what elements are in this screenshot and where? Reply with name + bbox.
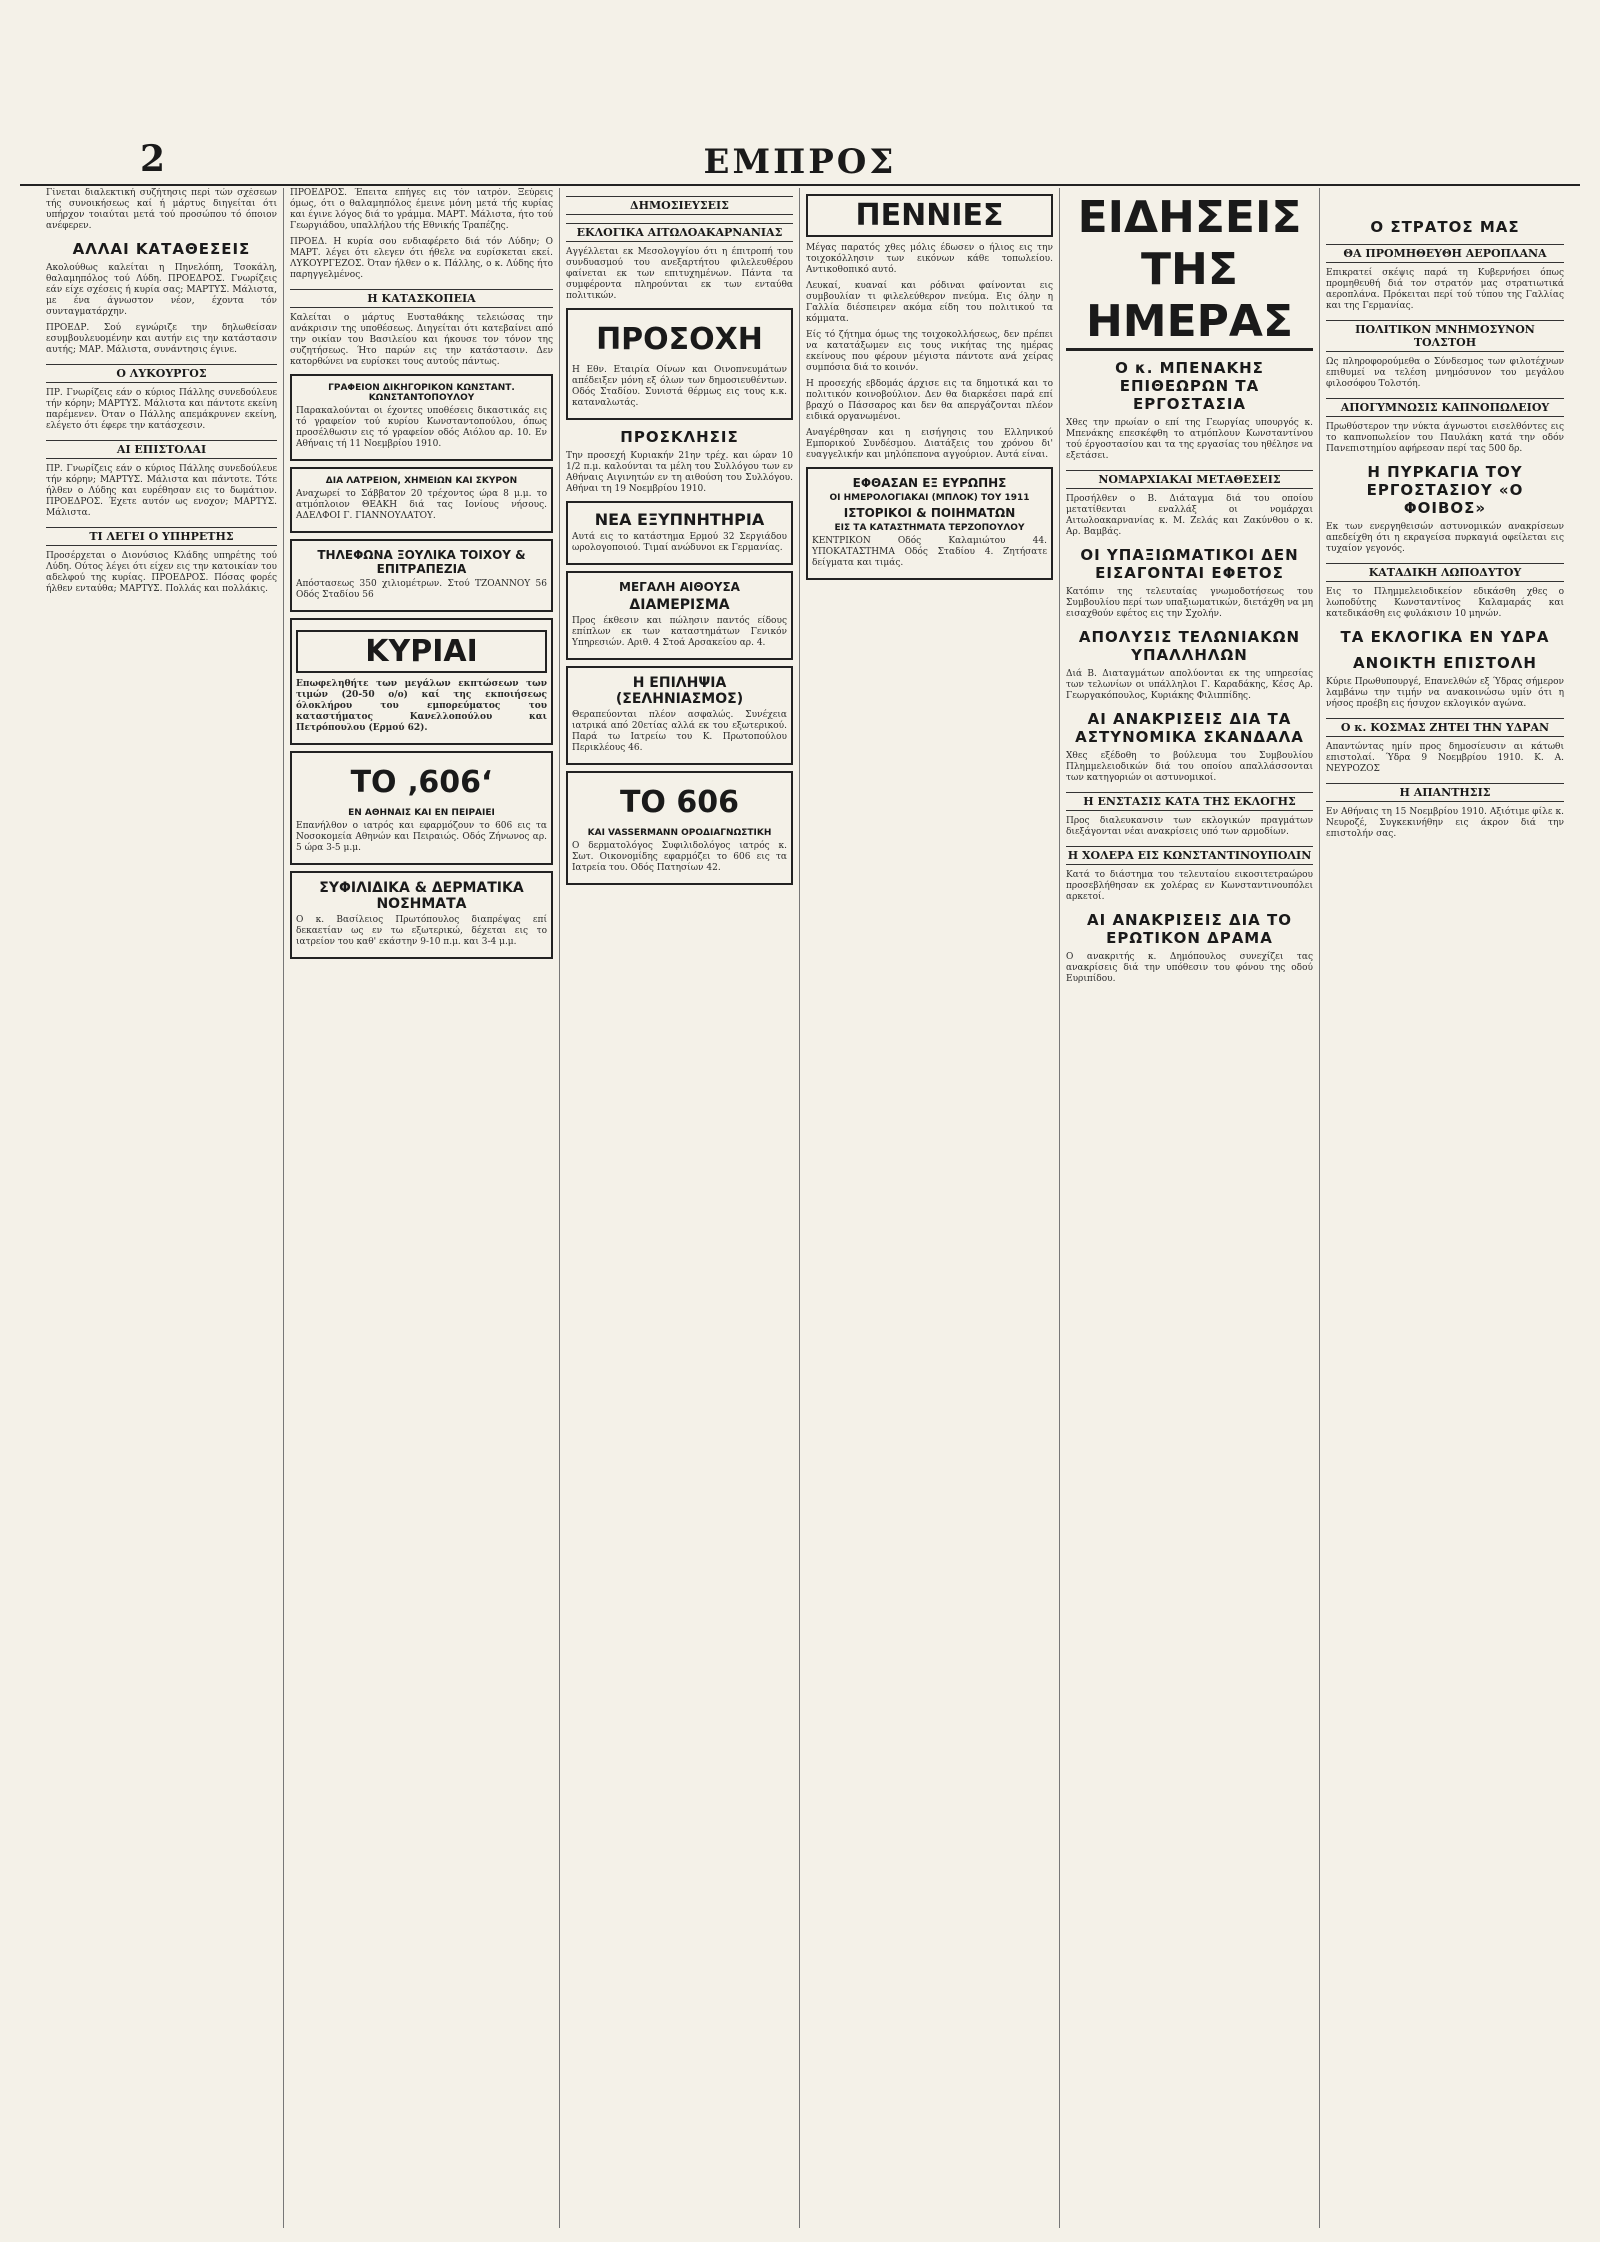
article-text: Χθες εξέδοθη το βούλευμα του Συμβουλίου Πλημμελειοδικών διά του οποίου απαλλάσσονται των κατηγοριών οι αστυνομικοί. — [1066, 751, 1313, 783]
section-heading: Ο κ. ΚΟΣΜΑΣ ΖΗΤΕΙ ΤΗΝ ΥΔΡΑΝ — [1326, 718, 1564, 737]
advertisement — [806, 467, 1053, 580]
column-5 — [1060, 188, 1320, 2228]
section-heading: ΑΠΟΛΥΣΙΣ ΤΕΛΩΝΙΑΚΩΝ ΥΠΑΛΛΗΛΩΝ — [1078, 628, 1301, 664]
section-heading: ΑΙ ΑΝΑΚΡΙΣΕΙΣ ΔΙΑ ΤΟ ΕΡΩΤΙΚΟΝ ΔΡΑΜΑ — [1087, 911, 1292, 947]
section-heading: Η ΕΝΣΤΑΣΙΣ ΚΑΤΑ ΤΗΣ ΕΚΛΟΓΗΣ — [1066, 792, 1313, 811]
section-heading: ΝΟΜΑΡΧΙΑΚΑΙ ΜΕΤΑΘΕΣΕΙΣ — [1066, 470, 1313, 489]
ad-text: Αυτά εις το κατάστημα Ερμού 32 Σεργιάδου ωρολογοποιού. Τιμαί ανώδυνοι εκ Γερμανίας. — [572, 532, 787, 553]
ad-subtitle: ΟΙ ΗΜΕΡΟΛΟΓΙΑΚΑΙ (ΜΠΛΟΚ) ΤΟΥ 1911 — [829, 493, 1030, 503]
article-text: Αναγέρθησαν και η εισήγησις του Ελληνικού Εμπορικού Συνδέσμου. Διατάξεις του χρόνου δι' ευαγγελικήν και μηλόπεπονα αγγούριον. Αυτά είναι. — [806, 428, 1053, 460]
article-text: Εν Αθήναις τη 15 Νοεμβρίου 1910. Αξιότιμε φίλε κ. Νευροζέ, Συγκεκινήθην εις άκρον διά την επιστολήν σας. — [1326, 807, 1564, 839]
ad-text: Επανήλθον ο ιατρός και εφαρμόζουν το 606 εις τα Νοσοκομεία Αθηνών και Πειραιώς. Οδός Ζήνωνος αρ. 5 ώρα 3-5 μ.μ. — [296, 821, 547, 853]
article-text: Χθες την πρωίαν ο επί της Γεωργίας υπουργός κ. Μπενάκης επεσκέφθη το ατμόπλουν Κωνσταντίνου τού έργοστασίου και τα της εργασίας του ηθέλησε να εξετάσει. — [1066, 418, 1313, 461]
ad-title: ΜΕΓΑΛΗ ΑΙΘΟΥΣΑ — [619, 580, 740, 594]
ad-title: ΤΗΛΕΦΩΝΑ ΞΟΥΛΙΚΑ ΤΟΙΧΟΥ & ΕΠΙΤΡΑΠΕΖΙΑ — [317, 548, 526, 576]
advertisement — [566, 571, 793, 660]
article-text: Είς τό ζήτημα όμως της τοιχοκολλήσεως, δεν πρέπει να κατατάξωμεν εις τους νικήτας της ημέρας εκείνους που φέρουν μέγιστα πάντοτε ανά χείρας συμπόσια διά το κοινόν. — [806, 330, 1053, 373]
section-heading: Ο ΛΥΚΟΥΡΓΟΣ — [46, 364, 277, 383]
article-text: Η προσεχής εβδομάς άρχισε εις τα δημοτικά και το πολιτικόν κοινοβούλιον. Δεν θα διαρκέσει παρά επί βραχύ ο Πάσσαρος και δεν θα απεργάζονται πλέον ειδικά οργανωμένοι. — [806, 379, 1053, 422]
ad-title: ΣΥΦΙΛΙΔΙΚΑ & ΔΕΡΜΑΤΙΚΑ ΝΟΣΗΜΑΤΑ — [319, 880, 524, 912]
section-heading: Η ΑΠΑΝΤΗΣΙΣ — [1326, 783, 1564, 802]
article-text: Κατόπιν της τελευταίας γνωμοδοτήσεως του Συμβουλίου περί των υπαξιωματικών, διετάχθη να μη εισαχθούν εφέτος εις την Σχολήν. — [1066, 587, 1313, 619]
section-heading: ΤΑ ΕΚΛΟΓΙΚΑ ΕΝ ΥΔΡΑ — [1340, 628, 1550, 646]
advertisement — [290, 467, 553, 533]
section-heading: ΑΠΟΓΥΜΝΩΣΙΣ ΚΑΠΝΟΠΩΛΕΙΟΥ — [1326, 398, 1564, 417]
newspaper-title: ΕΜΠΡΟΣ — [703, 142, 897, 182]
ad-text: Ο κ. Βασίλειος Πρωτόπουλος διαπρέψας επί δεκαετίαν ως εν τω εξωτερικώ, δέχεται εις το ιατρείον του καθ' εκάστην 9-10 π.μ. και 3-4 μ.μ. — [296, 915, 547, 947]
section-heading: ΑΙ ΑΝΑΚΡΙΣΕΙΣ ΔΙΑ ΤΑ ΑΣΤΥΝΟΜΙΚΑ ΣΚΑΝΔΑΛΑ — [1075, 710, 1304, 746]
ad-title: Η ΕΠΙΛΗΨΙΑ (ΣΕΛΗΝΙΑΣΜΟΣ) — [615, 675, 744, 707]
ad-text: Αναχωρεί το Σάββατον 20 τρέχοντος ώρα 8 μ.μ. το ατμόπλοιον ΘΕΑΚΗ διά τας Ιονίους νήσους. ΑΔΕΛΦΟΙ Γ. ΓΙΑΝΝΟΥΛΑΤΟΥ. — [296, 489, 547, 521]
ad-title: ΤΟ 606 — [619, 785, 740, 820]
ad-subtitle: ΔΙΑΜΕΡΙΣΜΑ — [629, 597, 730, 613]
masthead — [20, 138, 1580, 186]
article-text: Επικρατεί σκέψις παρά τη Κυβερνήσει όπως προμηθευθή διά τον στρατόν μας στρατιωτικά αεροπλάνα. Πρόκειται περί τού τύπου της Γαλλίας και της Γερμανίας. — [1326, 268, 1564, 311]
section-heading: ΠΟΛΙΤΙΚΟΝ ΜΝΗΜΟΣΥΝΟΝ ΤΟΛΣΤΟΗ — [1326, 320, 1564, 352]
ad-title: ΝΕΑ ΕΞΥΠΝΗΤΗΡΙΑ — [594, 510, 765, 529]
ad-subtitle: ΕΝ ΑΘΗΝΑΙΣ ΚΑΙ ΕΝ ΠΕΙΡΑΙΕΙ — [348, 808, 495, 818]
section-heading: ΕΚΛΟΓΙΚΑ ΑΙΤΩΛΟΑΚΑΡΝΑΝΙΑΣ — [566, 223, 793, 242]
section-heading: Η ΚΑΤΑΣΚΟΠΕΙΑ — [290, 289, 553, 308]
ad-title: ΔΙΑ ΛΑΤΡΕΙΟΝ, ΧΗΜΕΙΩΝ ΚΑΙ ΣΚΥΡΟΝ — [325, 476, 518, 486]
article-text: Ως πληροφορούμεθα ο Σύνδεσμος των φιλοτέχνων επιθυμεί να τελέση μνημόσυνον του μεγάλου φιλοσόφου Τολστόη. — [1326, 357, 1564, 389]
section-heading: ΑΝΟΙΚΤΗ ΕΠΙΣΤΟΛΗ — [1353, 654, 1537, 672]
advertisement — [290, 539, 553, 612]
advertisement — [290, 871, 553, 959]
ad-subtitle: ΙΣΤΟΡΙΚΟΙ & ΠΟΙΗΜΑΤΩΝ — [843, 506, 1016, 520]
column-2 — [284, 188, 560, 2228]
section-heading: ΟΙ ΥΠΑΞΙΩΜΑΤΙΚΟΙ ΔΕΝ ΕΙΣΑΓΟΝΤΑΙ ΕΦΕΤΟΣ — [1080, 546, 1299, 582]
ad-subtitle: ΚΑΙ VASSERMANN ΟΡΟΔΙΑΓΝΩΣΤΙΚΗ — [587, 828, 772, 838]
section-heading: ΑΙ ΕΠΙΣΤΟΛΑΙ — [46, 440, 277, 459]
ad-text: Απόστασεως 350 χιλιομέτρων. Στού ΤΖΟΑΝΝΟΥ 56 Οδός Σταδίου 56 — [296, 579, 547, 600]
section-heading: Η ΧΟΛΕΡΑ ΕΙΣ ΚΩΝΣΤΑΝΤΙΝΟΥΠΟΛΙΝ — [1066, 846, 1313, 865]
page-number: 2 — [140, 138, 166, 180]
article-text: Προσήλθεν ο Β. Διάταγμα διά του οποίου μετατίθενται εναλλάξ οι νομάρχαι Αιτωλοακαρνανίας κ. Μ. Ζελάς και Ζακύνθου ο κ. Αρ. Βαμβάς. — [1066, 494, 1313, 537]
advertisement — [290, 618, 553, 745]
section-heading: ΔΗΜΟΣΙΕΥΣΕΙΣ — [566, 196, 793, 215]
ad-text: Προς έκθεσιν και πώλησιν παντός είδους επίπλων εκ των καταστημάτων Γενικόν Υπηρεσιών. Αριθ. 4 Στοά Αρσακείου αρ. 4. — [572, 616, 787, 648]
ad-title: ΚΥΡΙΑΙ — [296, 630, 547, 673]
advertisement — [566, 771, 793, 885]
article-text: ΠΡΟΕΔΡΟΣ. Έπειτα επήγες εις τόν ιατρόν. Ξεύρεις όμως, ότι ο θαλαμηπόλος έμεινε μόνη μετά τής κυρίας και έγινε λόγος διά το γράμμα. ΜΑΡΤ. Μάλιστα, ήτο τού Γεωργιάδου, υπαλλήλου τής Εθνικής Τραπέζης. — [290, 188, 553, 231]
ad-text: Επωφεληθήτε των μεγάλων εκπτώσεων των τιμών (20-50 ο/ο) καί της εκποιήσεως όλοκλήρου του εμπορεύματος του καταστήματος Κανελλοπούλου και Πετρόπουλου (Ερμού 62). — [296, 679, 547, 733]
article-text: Προς διαλευκανσιν των εκλογικών πραγμάτων διεξάγονται νέαι ανακρίσεις υπό των αρμοδίων. — [1066, 816, 1313, 837]
ad-text: ΚΕΝΤΡΙΚΟΝ Οδός Καλαμιώτου 44. ΥΠΟΚΑΤΑΣΤΗΜΑ Οδός Σταδίου 4. Ζητήσατε δείγματα και τιμάς. — [812, 536, 1047, 568]
article-text: Γίνεται διαλεκτική συζήτησις περί τών σχέσεων τής συνοικήσεως καί ή μάρτυς διηγείται ότι υπήρχον τοιαύται μετά τού προσώπου τό όποιον ανέφερεν. — [46, 188, 277, 231]
article-text: ΠΡΟΕΔΡ. Σού εγνώριζε την δηλωθείσαν εσυμβουλευομένην και αυτήν εις την κατάστασιν αυτής; ΜΑΡ. Μάλιστα, συνάντησις έγινε. — [46, 323, 277, 355]
section-heading: ΤΙ ΛΕΓΕΙ Ο ΥΠΗΡΕΤΗΣ — [46, 527, 277, 546]
column-6 — [1320, 188, 1570, 2228]
ad-title: ΤΟ ‚606‘ — [350, 765, 493, 800]
ad-text: Η Εθν. Εταιρία Οίνων και Οινοπνευμάτων απέδειξεν μόνη εξ όλων των δημοσιευθέντων. Οδός Σταδίου. Συνιστά θέρμως εις τους κ.κ. καταναλωτάς. — [572, 365, 787, 408]
advertisement — [566, 501, 793, 565]
advertisement — [566, 666, 793, 765]
article-text: Καλείται ο μάρτυς Ευσταθάκης τελειώσας την ανάκρισιν της υποθέσεως. Διηγείται ότι κατεβαίνει από την οικίαν του Βασιλείου και ήκουσε τον τόνον της συζητήσεως. Ήτο παρών εις την κατάστασιν. Δεν κατορθώνει να ευρίσκει τους αυτούς πάντως. — [290, 313, 553, 367]
advertisement — [290, 751, 553, 865]
section-heading: ΑΛΛΑΙ ΚΑΤΑΘΕΣΕΙΣ — [72, 240, 251, 258]
article-text: Ακολούθως καλείται η Πηνελόπη, Τσοκάλη, θαλαμηπόλος τού Λύδη. ΠΡΟΕΔΡΟΣ. Γνωρίζεις εάν είχε σχέσεις ή κυρία σας; ΜΑΡΤΥΣ. Μάλιστα, με ένα άγνωστον νέον, έχοντα τόν συνταγματάρχην. — [46, 263, 277, 317]
section-heading: ΚΑΤΑΔΙΚΗ ΛΩΠΟΔΥΤΟΥ — [1326, 563, 1564, 582]
advertisement — [566, 308, 793, 420]
article-text: Εκ των ενεργηθεισών αστυνομικών ανακρίσεων απεδείχθη ότι η εκραγείσα πυρκαγιά οφείλεται εις τυχαίον γεγονός. — [1326, 522, 1564, 554]
article-text: Μέγας παρατός χθες μόλις έδωσεν ο ήλιος εις την τοιχοκόλλησιν των εικόνων κάθε τοπωλείου. Αντικοθοπικό αυτό. — [806, 243, 1053, 275]
section-heading: ΠΡΟΣΚΛΗΣΙΣ — [620, 428, 739, 446]
section-heading: ΠΕΝΝΙΕΣ — [806, 194, 1053, 237]
article-text: ΠΡ. Γνωρίζεις εάν ο κύριος Πάλλης συνεδούλευε τήν κόρην; ΜΑΡΤΥΣ. Μάλιστα και πάντοτε. Τότε ήλθεν ο Λύδης και ευρέθησαν εις το δωμάτιον. ΠΡΟΕΔΡΟΣ. Έχετε αυτόν ως ενοχον; ΜΑΡΤΥΣ. Μάλιστα. — [46, 464, 277, 518]
column-4 — [800, 188, 1060, 2228]
section-heading: Η ΠΥΡΚΑΓΙΑ ΤΟΥ ΕΡΓΟΣΤΑΣΙΟΥ «Ο ΦΟΙΒΟΣ» — [1366, 463, 1524, 517]
article-text: ΠΡ. Γνωρίζεις εάν ο κύριος Πάλλης συνεδούλευε τήν κόρην; ΜΑΡΤΥΣ. Μάλιστα και πάντοτε εκείνη παρέμενεν. Όταν ο Πάλλης απεμάκρυνεν εκείνη, ελέγετο ότι έφερε την κατάσχεσιν. — [46, 388, 277, 431]
article-text: Ο ανακριτής κ. Δημόπουλος συνεχίζει τας ανακρίσεις διά την υπόθεσιν του φόνου της οδού Ευριπίδου. — [1066, 952, 1313, 984]
section-heading: ΕΙΔΗΣΕΙΣ ΤΗΣ ΗΜΕΡΑΣ — [1066, 192, 1313, 351]
section-heading: ΘΑ ΠΡΟΜΗΘΕΥΘΗ ΑΕΡΟΠΛΑΝΑ — [1326, 244, 1564, 263]
article-text: Απαντώντας ημίν προς δημοσίευσιν αι κάτωθι επιστολαί. Ύδρα 9 Νοεμβρίου 1910. Κ. Α. ΝΕΥΡΟΖΟΣ — [1326, 742, 1564, 774]
ad-title: ΠΡΟΣΟΧΗ — [596, 322, 763, 357]
article-text: Διά Β. Διαταγμάτων απολύονται εκ της υπηρεσίας των τελωνίων οι υπάλληλοι Γ. Καραδάκης, Κέσς Αρ. Γεωργακόπουλος, Κυριάκης Φιλιππίδης. — [1066, 669, 1313, 701]
article-text: Αγγέλλεται εκ Μεσολογγίου ότι η έπιτροπή του συνδυασμού του ανεξαρτήτου φιλελευθέρου φαίνεται εκ των επιτυχημένων. Πάντα τα συμφέροντα πληρούνται εκ των ενταύθα πολιτικών. — [566, 247, 793, 301]
ad-text: Ο δερματολόγος Συφιλιδολόγος ιατρός κ. Σωτ. Οικονομίδης εφαρμόζει το 606 εις τα Ιατρεία του. Οδός Πατησίων 42. — [572, 841, 787, 873]
advertisement — [290, 374, 553, 461]
article-text: Πρωθύστερον την νύκτα άγνωστοι εισελθόντες εις το καπνοπωλείον του Παυλάκη κατά την οδόν Πανεπιστημίου αφήρεσαν περί τας 500 δρ. — [1326, 422, 1564, 454]
article-text: ΠΡΟΕΔ. Η κυρία σου ενδιαφέρετο διά τόν Λύδην; Ο ΜΑΡΤ. λέγει ότι ελεγεν ότι ήθελε να ευρίσκεται εκεί. ΛΥΚΟΥΡΓΕΖΟΣ. Όταν ήλθεν ο κ. Πάλλης, ο κ. Λύδης ήτο παρηγγελμένος. — [290, 237, 553, 280]
section-heading: Ο ΣΤΡΑΤΟΣ ΜΑΣ — [1370, 218, 1520, 236]
ad-title: ΓΡΑΦΕΙΟΝ ΔΙΚΗΓΟΡΙΚΟΝ ΚΩΝΣΤΑΝΤ. ΚΩΝΣΤΑΝΤΟΠΟΥΛΟΥ — [328, 383, 515, 403]
ad-text: Θεραπεύονται πλέον ασφαλώς. Συνέχεια ιατρικά από 20ετίας αλλά εκ του εξωτερικού. Παρά τω Ιατρείω του Κ. Πρωτοπούλου Περικλέους 46. — [572, 710, 787, 753]
article-text: Προσέρχεται ο Διονύσιος Κλάδης υπηρέτης τού Λύδη. Ούτος λέγει ότι είχεν εις την κατοικίαν του αδελφού της κυρίας. ΠΡΟΕΔΡΟΣ. Πόσας φορές ήλθεν ενταύθα; ΜΑΡΤΥΣ. Πολλάς και πολλάκις. — [46, 551, 277, 594]
column-1 — [40, 188, 284, 2228]
section-heading: Ο κ. ΜΠΕΝΑΚΗΣ ΕΠΙΘΕΩΡΩΝ ΤΑ ΕΡΓΟΣΤΑΣΙΑ — [1115, 359, 1264, 413]
article-text: Λευκαί, κυαναί και ρόδιναι φαίνονται εις συμβουλίαν τι φιλελεύθερον πνεύμα. Εις όλην η Γαλλία διέσπειρεν ακόμα είδη του πολιτικού τα κόμματα. — [806, 281, 1053, 324]
article-text: Την προσεχή Κυριακήν 21ην τρέχ. και ώραν 10 1/2 π.μ. καλούνται τα μέλη του Συλλόγου των εν Αθήναις Αιγινητών εν τη αιθούση του Συλλόγου. Αθήναι τη 19 Νοεμβρίου 1910. — [566, 451, 793, 494]
ad-title: ΕΦΘΑΣΑΝ ΕΞ ΕΥΡΩΠΗΣ — [852, 476, 1007, 490]
ad-subtitle: ΕΙΣ ΤΑ ΚΑΤΑΣΤΗΜΑΤΑ ΤΕΡΖΟΠΟΥΛΟΥ — [834, 523, 1025, 533]
column-3 — [560, 188, 800, 2228]
article-text: Κύριε Πρωθυπουργέ, Επανελθών εξ Ύδρας σήμερον λαμβάνω την τιμήν να ανακοινώσω υμίν ότι η νήσος προέβη εις ήσυχον εκλογικόν αγώνα. — [1326, 677, 1564, 709]
article-text: Εις το Πλημμελειοδικείον εδικάσθη χθες ο λωποδύτης Κωνσταντίνος Καλαμαράς και κατεδικάσθη εις φυλάκισιν 10 μηνών. — [1326, 587, 1564, 619]
ad-text: Παρακαλούνται οι έχοντες υποθέσεις δικαστικάς εις τό γραφείον τού κυρίου Κωνσταντοπούλου, όπως προσέλθωσιν εις τό γραφείον οδός Αιόλου αρ. 10. Εν Αθήναις τή 11 Νοεμβρίου 1910. — [296, 406, 547, 449]
article-text: Κατά το διάστημα του τελευταίου εικοσιτετραώρου προσεβλήθησαν εκ χολέρας εν Κωνσταντινουπόλει αρκετοί. — [1066, 870, 1313, 902]
